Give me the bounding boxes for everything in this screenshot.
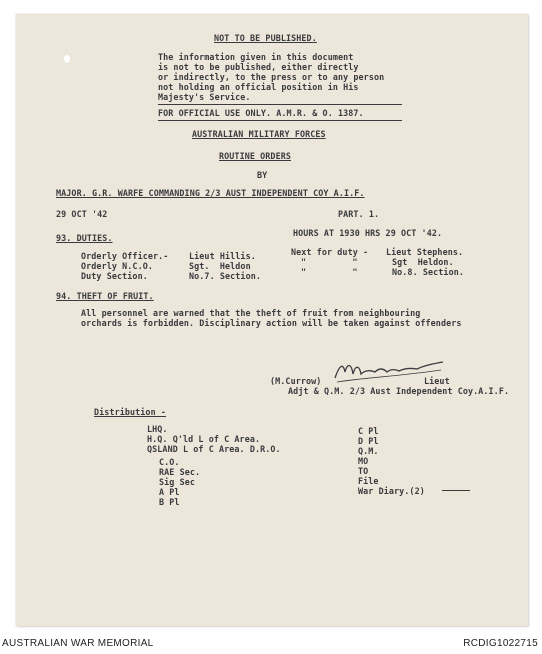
issuer-line: MAJOR. G.R. WARFE COMMANDING 2/3 AUST INDEPENDENT COY A.I.F.: [56, 188, 365, 198]
duty-role: Orderly Officer.-: [81, 251, 169, 261]
notice-line: Majesty's Service.: [158, 92, 251, 102]
notice-line: The information given in this document: [158, 52, 354, 62]
distribution-item: H.Q. Q'ld L of C Area.: [147, 434, 261, 444]
duty-name: Sgt. Heldon: [189, 261, 251, 271]
footer-reference: RCDIG1022715: [463, 638, 538, 649]
duty-role: Duty Section.: [81, 271, 148, 281]
next-duty-label: " ": [301, 257, 358, 267]
next-duty-name: Sgt Heldon.: [392, 257, 454, 267]
notice-line: not holding an official position in His: [158, 82, 359, 92]
by-label: BY: [257, 170, 268, 180]
force-heading: AUSTRALIAN MILITARY FORCES: [192, 129, 326, 139]
duty-name: Lieut Hillis.: [189, 251, 256, 261]
order-date: 29 OCT '42: [56, 209, 108, 219]
distribution-item: C.O.: [159, 457, 180, 467]
distribution-item: TO: [358, 466, 369, 476]
distribution-item: Q.M.: [358, 446, 379, 456]
hours-line: HOURS AT 1930 HRS 29 OCT '42.: [293, 228, 443, 238]
distribution-item: A Pl: [159, 487, 180, 497]
duties-heading: 93. DUTIES.: [56, 233, 113, 243]
distribution-item: QSLAND L of C Area. D.R.O.: [147, 444, 281, 454]
punch-hole: [64, 55, 70, 63]
theft-text-line: All personnel are warned that the theft of fruit from neighbouring: [81, 308, 421, 318]
rule-bottom: [158, 120, 402, 121]
signatory-rank: Lieut: [424, 376, 450, 386]
document-title: ROUTINE ORDERS: [219, 151, 291, 161]
next-duty-label: " ": [301, 267, 358, 277]
distribution-item: File: [358, 476, 379, 486]
signatory-name: (M.Currow): [270, 376, 322, 386]
part-label: PART. 1.: [338, 209, 380, 219]
duty-name: No.7. Section.: [189, 271, 261, 281]
next-duty-label: Next for duty -: [291, 247, 369, 257]
classification-heading: NOT TO BE PUBLISHED.: [214, 33, 317, 43]
theft-text-line: orchards is forbidden. Disciplinary action will be taken against offenders: [81, 318, 462, 328]
distribution-item: LHQ.: [147, 424, 168, 434]
next-duty-name: Lieut Stephens.: [386, 247, 464, 257]
distribution-item: C Pl: [358, 426, 379, 436]
distribution-item: Sig Sec: [159, 477, 195, 487]
next-duty-name: No.8. Section.: [392, 267, 464, 277]
notice-line: is not to be published, either directly: [158, 62, 359, 72]
distribution-item: War Diary.(2): [358, 486, 425, 496]
distribution-item: RAE Sec.: [159, 467, 201, 477]
footer-source: AUSTRALIAN WAR MEMORIAL: [2, 638, 154, 649]
distribution-item: B Pl: [159, 497, 180, 507]
official-use-line: FOR OFFICIAL USE ONLY. A.M.R. & O. 1387.: [158, 108, 364, 118]
war-diary-stroke: [442, 490, 470, 491]
signatory-appointment: Adjt & Q.M. 2/3 Aust Independent Coy.A.I.F.: [288, 386, 510, 396]
notice-line: or indirectly, to the press or to any person: [158, 72, 385, 82]
distribution-heading: Distribution -: [94, 407, 166, 417]
rule-top: [158, 104, 402, 105]
duty-role: Orderly N.C.O.: [81, 261, 153, 271]
distribution-item: D Pl: [358, 436, 379, 446]
theft-heading: 94. THEFT OF FRUIT.: [56, 291, 154, 301]
distribution-item: MO: [358, 456, 369, 466]
